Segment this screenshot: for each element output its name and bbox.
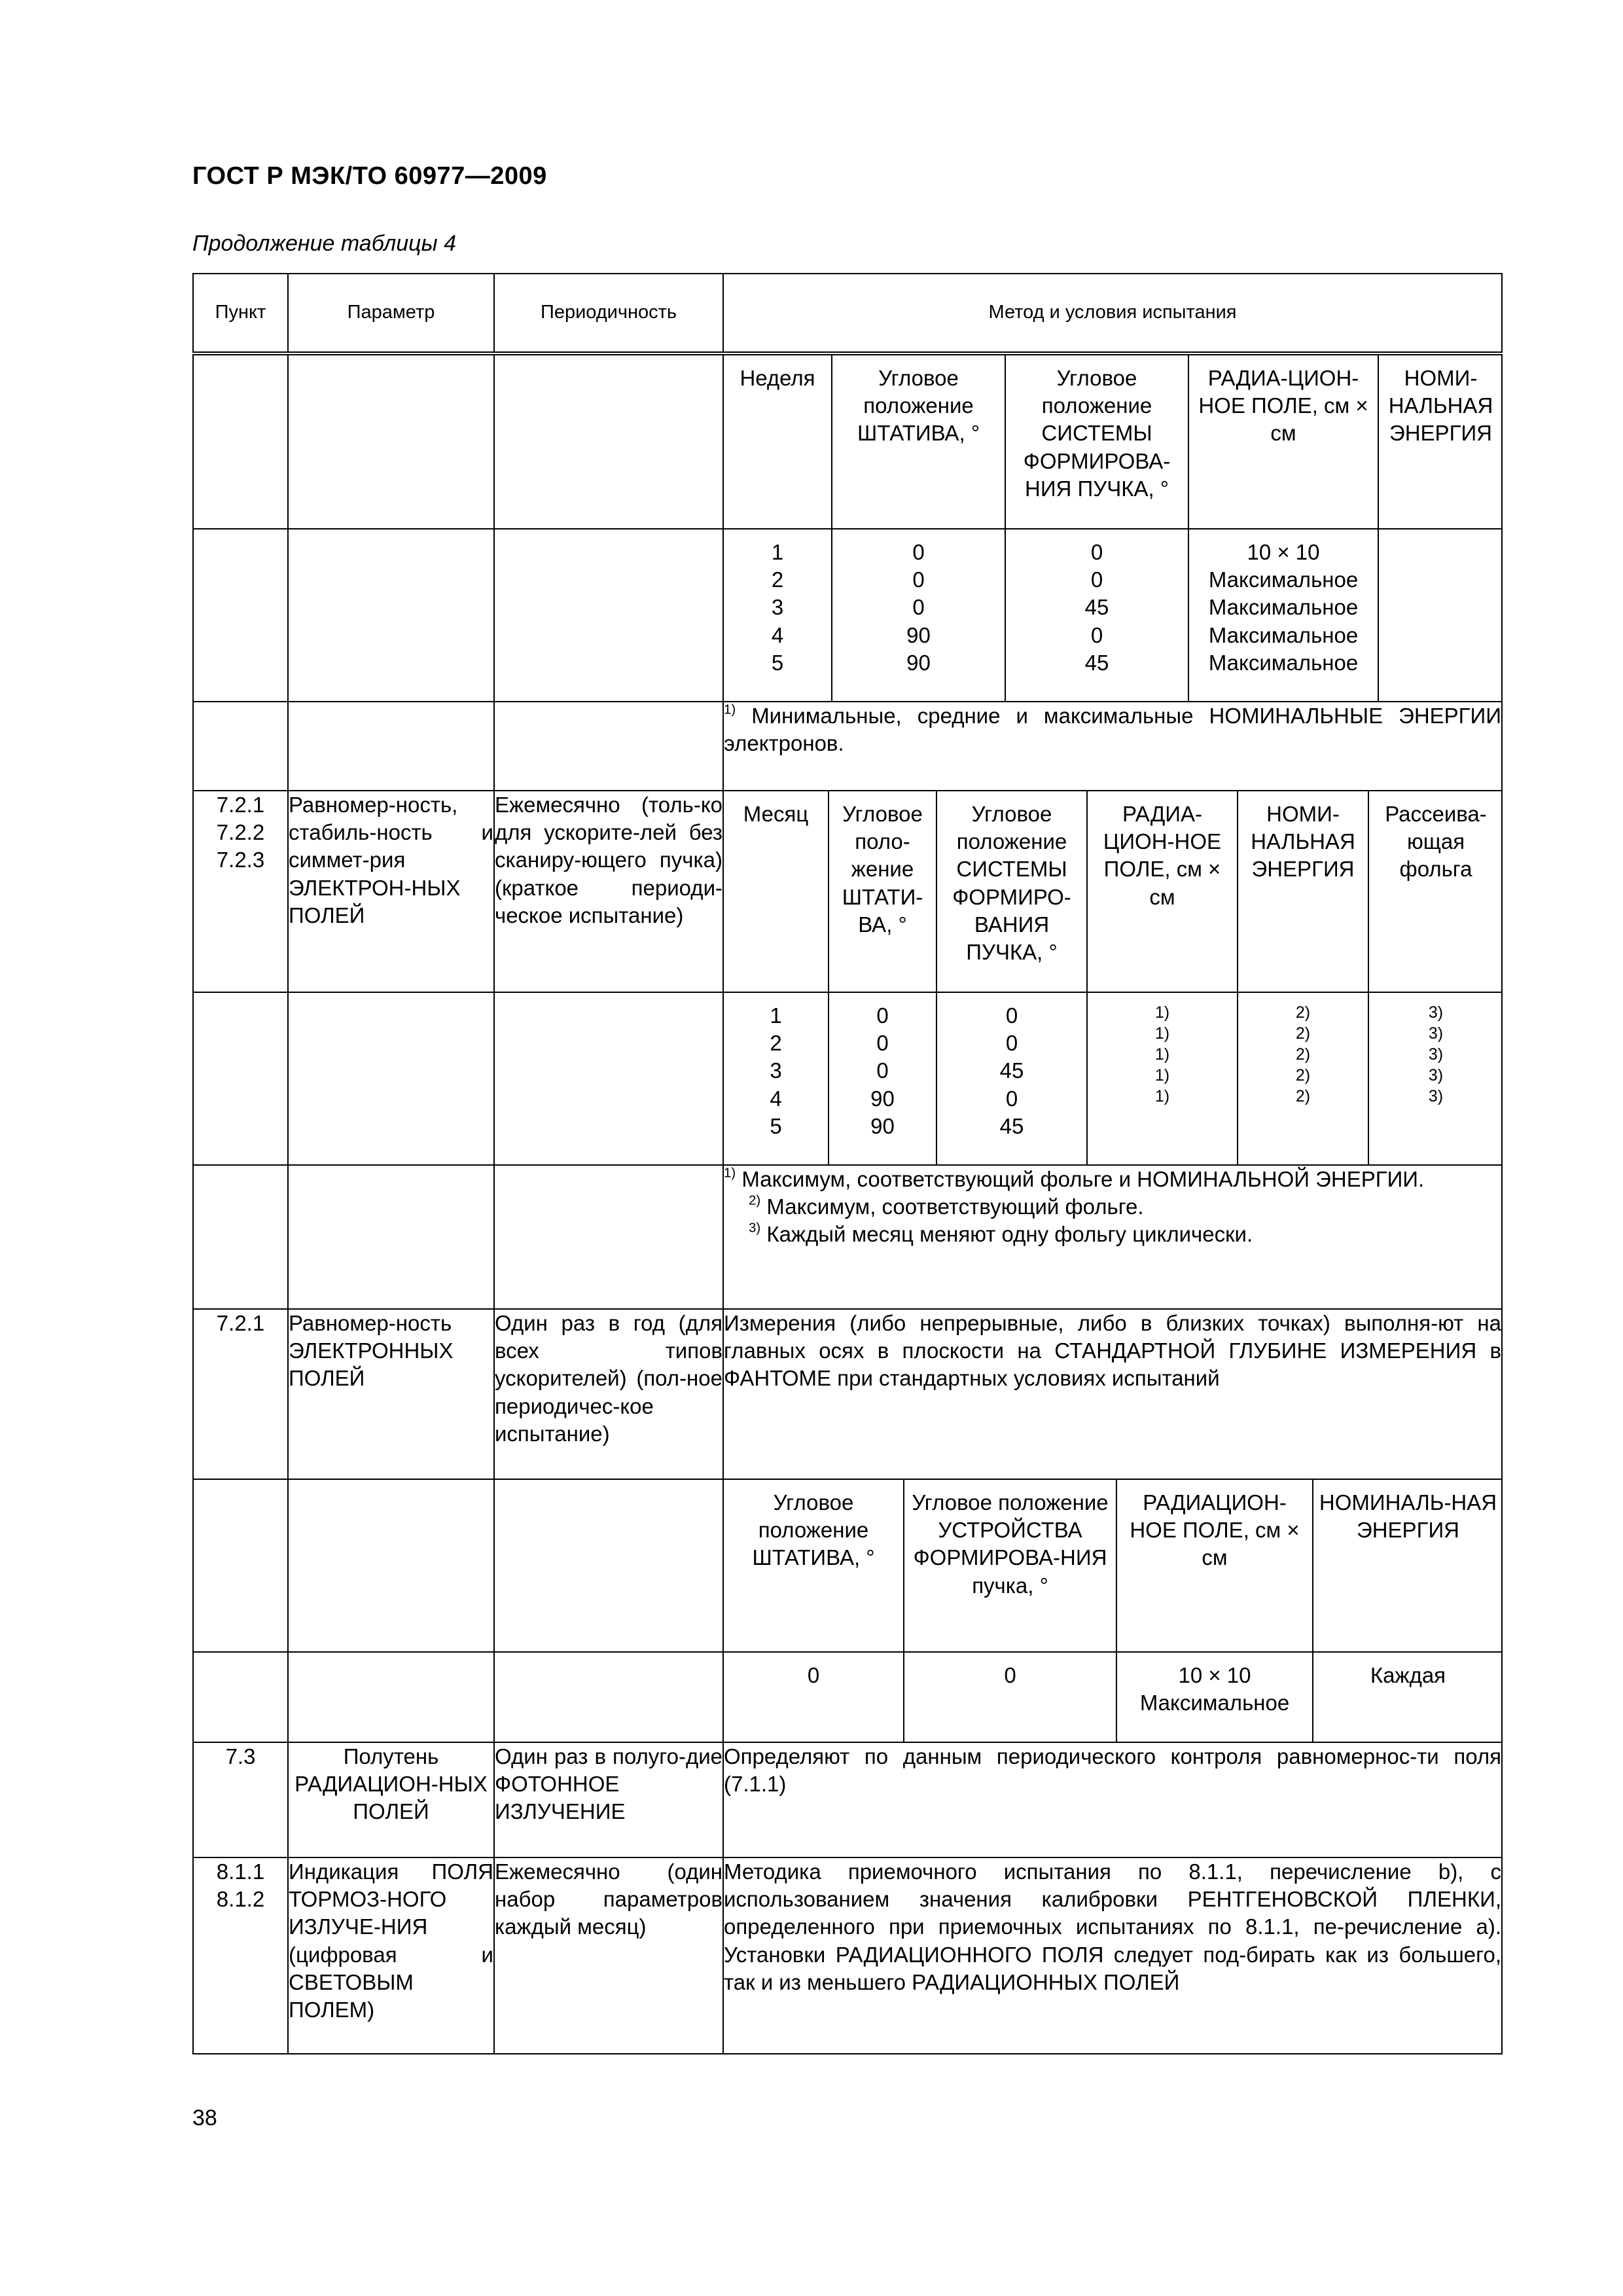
periodicity-text: Один раз в год (для всех типов ускорителей) (пол-ное периодичес-кое испытание) [494, 1309, 723, 1479]
subheader-gantry: Угловое положение ШТАТИВА, ° [752, 1490, 875, 1570]
periodicity-text: Ежемесячно (толь-ко для ускорите-лей без сканиру-ющего пучка) (краткое периоди-ческое испытание) [494, 791, 723, 992]
periodicity-text: Ежемесячно (один набор параметров каждый месяц) [494, 1857, 723, 2054]
page-number: 38 [192, 2106, 217, 2130]
table-row [193, 1857, 1502, 2054]
foil-marks: 3) 3) 3) 3) 3) [1368, 993, 1503, 1164]
subheader-week: Неделя [740, 366, 815, 390]
block2-footnotes: $^{1)}$ Максимум, соответствующий фольге и НОМИНАЛЬНОЙ ЭНЕРГИИ. $^{2)}$ Максимум, соответствующий фольге. $^{3)}$ Каждый месяц меняют одну фольгу циклически. [723, 1165, 1502, 1309]
periodicity-text: Один раз в полуго-дие ФОТОННОЕ ИЗЛУЧЕНИЕ [494, 1742, 723, 1857]
month-values: 1 2 3 4 5 [770, 1003, 782, 1138]
beam-values: 0 0 45 0 45 [1005, 529, 1188, 701]
subheader-beam: Угловое положение СИСТЕМЫ ФОРМИРО-ВАНИЯ ПУЧКА, ° [936, 791, 1087, 992]
block2-subheader [724, 791, 1503, 992]
subheader-beam: Угловое положение УСТРОЙСТВА ФОРМИРОВА-НИЯ пучка, ° [904, 1480, 1116, 1651]
table-row [193, 1742, 1502, 1857]
subheader-energy: НОМИ-НАЛЬНАЯ ЭНЕРГИЯ [1238, 791, 1368, 992]
subheader-field: РАДИА-ЦИОН-НОЕ ПОЛЕ, см × см [1087, 791, 1238, 992]
subheader-gantry: Угловое поло-жение ШТАТИ-ВА, ° [829, 791, 936, 992]
table-row [193, 992, 1502, 1165]
block1-footnote: $^{1)}$ Минимальные, средние и максимальные НОМИНАЛЬНЫЕ ЭНЕРГИИ электронов. [723, 702, 1502, 791]
subheader-energy: НОМИ-НАЛЬНАЯ ЭНЕРГИЯ [1378, 355, 1503, 528]
block3-subheader [724, 1480, 1503, 1651]
field-values: 10 × 10 Максимальное Максимальное Максимальное Максимальное [1188, 529, 1378, 701]
subheader-foil: Рассеива-ющая фольга [1368, 791, 1503, 992]
table-row [193, 791, 1502, 992]
parameter-name: Индикация ПОЛЯ ТОРМОЗ-НОГО ИЗЛУЧЕ-НИЯ (цифровая и СВЕТОВЫМ ПОЛЕМ) [288, 1857, 494, 2054]
table-caption: Продолжение таблицы 4 [192, 231, 456, 256]
item-number: 7.2.1 [193, 1309, 288, 1479]
beam-value: 0 [904, 1653, 1116, 1742]
subheader-month: Месяц [743, 802, 809, 826]
gantry-value: 0 [807, 1663, 820, 1687]
block1-subheader [724, 355, 1503, 528]
parameter-name: Равномер-ность ЭЛЕКТРОННЫХ ПОЛЕЙ [288, 1309, 494, 1479]
energy-marks: 2) 2) 2) 2) 2) [1238, 993, 1368, 1164]
test-table [192, 273, 1503, 2054]
method-text: Измерения (либо непрерывные, либо в близких точках) выполня-ют на главных осях в плоскости на СТАНДАРТНОЙ ГЛУБИНЕ ИЗМЕРЕНИЯ в ФАНТОМЕ при стандартных условиях испытаний [723, 1309, 1502, 1479]
table-row [193, 353, 1502, 529]
table-row [193, 1652, 1502, 1742]
document-title: ГОСТ Р МЭК/ТО 60977—2009 [192, 162, 547, 190]
beam-values: 0 0 45 0 45 [936, 993, 1087, 1164]
energy-value: Каждая [1313, 1653, 1503, 1742]
item-number: 7.2.1 7.2.2 7.2.3 [193, 791, 288, 992]
energy-values [1378, 529, 1503, 701]
gantry-values: 0 0 0 90 90 [829, 993, 936, 1164]
table-header-row [193, 274, 1502, 353]
table-row [193, 702, 1502, 791]
field-marks: 1) 1) 1) 1) 1) [1087, 993, 1238, 1164]
table-row [193, 529, 1502, 702]
week-values: 1 2 3 4 5 [771, 540, 784, 675]
field-value: 10 × 10 Максимальное [1116, 1653, 1313, 1742]
item-number: 8.1.1 8.1.2 [193, 1857, 288, 2054]
item-number: 7.3 [193, 1742, 288, 1857]
block3-values [724, 1653, 1503, 1742]
parameter-name: Полутень РАДИАЦИОН-НЫХ ПОЛЕЙ [288, 1742, 494, 1857]
block1-values [724, 529, 1503, 701]
header-method: Метод и условия испытания [723, 274, 1502, 353]
method-text: Определяют по данным периодического контроля равномернос-ти поля (7.1.1) [723, 1742, 1502, 1857]
table-row [193, 1309, 1502, 1479]
parameter-name: Равномер-ность, стабиль-ность и симмет-рия ЭЛЕКТРОН-НЫХ ПОЛЕЙ [288, 791, 494, 992]
subheader-energy: НОМИНАЛЬ-НАЯ ЭНЕРГИЯ [1313, 1480, 1503, 1651]
table-row [193, 1479, 1502, 1652]
subheader-field: РАДИА-ЦИОН-НОЕ ПОЛЕ, см × см [1188, 355, 1378, 528]
subheader-gantry: Угловое положение ШТАТИВА, ° [832, 355, 1005, 528]
header-periodicity: Периодичность [494, 274, 723, 353]
header-parameter: Параметр [288, 274, 494, 353]
method-text: Методика приемочного испытания по 8.1.1, перечисление b), с использованием значения калибровки РЕНТГЕНОВСКОЙ ПЛЕНКИ, определенного при приемочных испытаниях по 8.1.1, пе-речисление а). Установки РАДИАЦИОННОГО ПОЛЯ следует под-бирать как из большего, так и из меньшего РАДИАЦИОННЫХ ПОЛЕЙ [723, 1857, 1502, 2054]
subheader-beam: Угловое положение СИСТЕМЫ ФОРМИРОВА-НИЯ ПУЧКА, ° [1005, 355, 1188, 528]
subheader-field: РАДИАЦИОН-НОЕ ПОЛЕ, см × см [1116, 1480, 1313, 1651]
block2-values [724, 993, 1503, 1164]
header-item: Пункт [193, 274, 288, 353]
gantry-values: 0 0 0 90 90 [832, 529, 1005, 701]
table-row [193, 1165, 1502, 1309]
